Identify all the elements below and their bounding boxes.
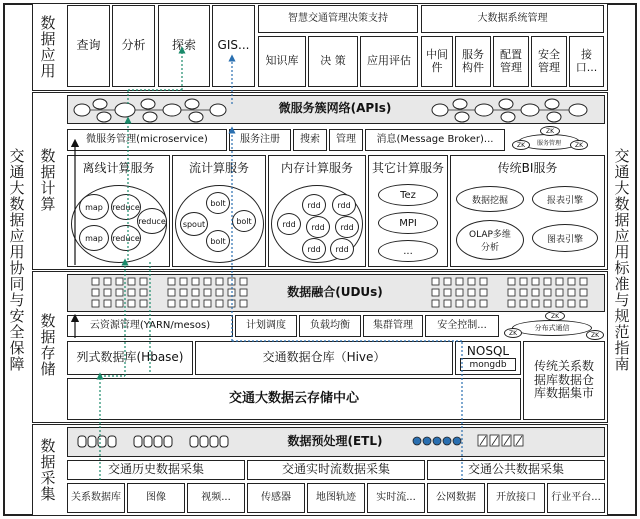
data-fusion-title: 数据融合(UDUs): [287, 285, 383, 300]
offline-node-map-1: map: [79, 194, 109, 220]
service-mgmt-badge: 服务管理: [518, 134, 580, 150]
tool-explore[interactable]: 探索: [158, 5, 210, 87]
mongodb: mongdb: [460, 358, 516, 371]
memory-node-rdd-6: rdd: [302, 238, 326, 260]
other-mpi: MPI: [378, 212, 438, 234]
offline-node-reduce-3: reduce: [111, 225, 141, 251]
group1-item-eval[interactable]: 应用评估: [360, 36, 418, 87]
source-reldb: 关系数据库: [67, 483, 125, 513]
source-industry: 行业平台...: [547, 483, 605, 513]
stream-title: 流计算服务: [188, 161, 249, 175]
mgmt-manage[interactable]: 管理: [329, 129, 363, 151]
cloud-storage-center: 交通大数据云存储中心: [67, 378, 521, 420]
source-image: 图像: [127, 483, 185, 513]
stream-node-bolt-3: bolt: [206, 230, 230, 252]
offline-title: 离线计算服务: [82, 161, 155, 175]
collection-layer-label: 数据采集: [38, 438, 57, 502]
microservice-network-title: 微服务簇网络(APIs): [278, 101, 392, 116]
tool-gis[interactable]: GIS...: [212, 5, 255, 87]
zk-badge-storage-top: ZK: [545, 311, 565, 321]
group2-item-security[interactable]: 安全管理: [531, 36, 567, 87]
group1-item-decision[interactable]: 决 策: [308, 36, 358, 87]
source-map: 地图轨迹: [307, 483, 365, 513]
collect-history: 交通历史数据采集: [67, 460, 245, 480]
mgmt-security[interactable]: 安全控制...: [425, 315, 499, 337]
mgmt-message[interactable]: 消息(Message Broker)...: [365, 129, 505, 151]
memory-node-rdd-4: rdd: [306, 216, 330, 238]
offline-node-map-2: map: [79, 225, 109, 251]
source-public-net: 公网数据: [427, 483, 485, 513]
source-stream: 实时流...: [367, 483, 425, 513]
other-tez: Tez: [378, 184, 438, 206]
left-side-label: 交通大数据应用协同与安全保障: [7, 148, 26, 372]
tool-analysis[interactable]: 分析: [112, 5, 155, 87]
collect-public: 交通公共数据采集: [427, 460, 605, 480]
source-video: 视频...: [187, 483, 245, 513]
zk-badge-storage-right: ZK: [586, 330, 604, 340]
compute-layer-label: 数据计算: [38, 148, 57, 212]
mgmt-yarn[interactable]: 云资源管理(YARN/mesos): [67, 315, 233, 337]
stream-node-spout: spout: [180, 212, 208, 236]
memory-node-rdd-1: rdd: [302, 194, 326, 216]
memory-node-rdd-7: rdd: [330, 238, 354, 260]
nosql-title: NOSQL: [466, 343, 510, 358]
mgmt-search[interactable]: 搜索: [293, 129, 327, 151]
group1-title: 智慧交通管理决策支持: [258, 5, 418, 33]
group2-title: 大数据系统管理: [421, 5, 604, 33]
bi-olap: OLAP多维分析: [456, 220, 524, 260]
stream-node-bolt-1: bolt: [206, 192, 230, 214]
group2-item-config[interactable]: 配置管理: [493, 36, 529, 87]
offline-node-reduce-2: reduce: [137, 208, 167, 234]
other-title: 其它计算服务: [371, 161, 444, 175]
group2-item-interface[interactable]: 接口...: [569, 36, 604, 87]
bi-title: 传统BI服务: [497, 161, 558, 175]
other-more: ...: [378, 240, 438, 262]
memory-node-rdd-5: rdd: [335, 216, 359, 238]
hbase: 列式数据库(Hbase): [67, 341, 193, 375]
zk-badge-top: ZK: [540, 126, 560, 136]
application-layer-label: 数据应用: [38, 15, 57, 79]
memory-node-rdd-3: rdd: [277, 213, 301, 235]
bi-chart-engine: 图表引擎: [532, 224, 598, 252]
zk-badge-right: ZK: [570, 140, 588, 150]
memory-title: 内存计算服务: [280, 161, 353, 175]
distributed-badge: 分布式通信: [512, 320, 592, 336]
group2-item-middleware[interactable]: 中间件: [421, 36, 453, 87]
bi-report-engine: 报表引擎: [532, 186, 598, 212]
etl-title: 数据预处理(ETL): [287, 434, 383, 449]
stream-node-bolt-2: bolt: [232, 210, 256, 232]
zk-badge-left: ZK: [512, 140, 530, 150]
bi-datamining: 数据挖掘: [456, 186, 524, 212]
source-open-api: 开放接口: [487, 483, 545, 513]
zk-badge-storage-left: ZK: [504, 328, 522, 338]
tool-query[interactable]: 查询: [67, 5, 110, 87]
storage-layer-label: 数据存储: [38, 313, 57, 377]
traditional-db: 传统关系数据库数据仓库数据集市: [523, 341, 605, 420]
collect-realtime: 交通实时流数据采集: [247, 460, 425, 480]
mgmt-microservice[interactable]: 微服务管理(microservice): [67, 129, 227, 151]
mgmt-loadbalance[interactable]: 负载均衡: [299, 315, 361, 337]
right-side-label: 交通大数据应用标准与规范指南: [612, 148, 631, 372]
mgmt-cluster[interactable]: 集群管理: [363, 315, 423, 337]
hive: 交通数据仓库（Hive）: [195, 341, 453, 375]
mgmt-registry[interactable]: 服务注册: [229, 129, 291, 151]
offline-node-reduce-1: reduce: [111, 194, 141, 220]
source-sensor: 传感器: [247, 483, 305, 513]
mgmt-schedule[interactable]: 计划调度: [235, 315, 297, 337]
memory-node-rdd-2: rdd: [332, 194, 356, 216]
group2-item-components[interactable]: 服务构件: [455, 36, 491, 87]
nosql: [455, 341, 521, 375]
group1-item-knowledge[interactable]: 知识库: [258, 36, 306, 87]
